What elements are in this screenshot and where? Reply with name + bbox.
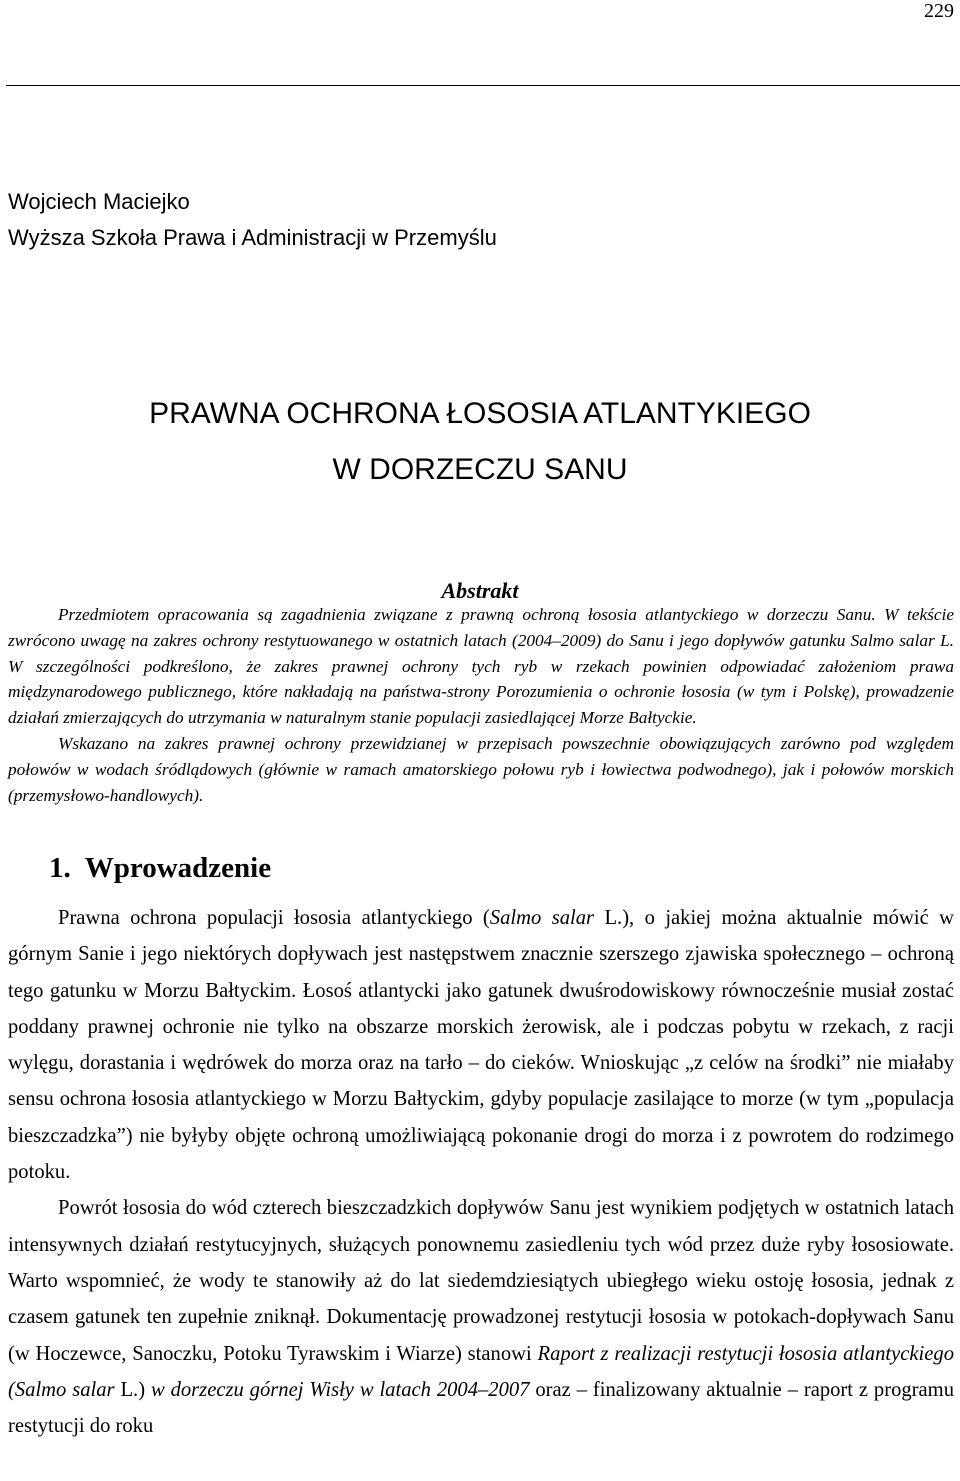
- abstract: [8, 602, 954, 808]
- author-block: [8, 184, 497, 256]
- paper-title: [0, 386, 960, 498]
- body-paragraph-1: [8, 900, 954, 1190]
- body-paragraph-2: [8, 1190, 954, 1444]
- page-number: 229: [924, 0, 954, 22]
- species-name: Salmo salar: [14, 1378, 115, 1401]
- body-text-span: L.), o jakiej można aktualnie mówić w górnym Sanie i jego niektórych dopływach jest następstwem znacznie szerszego zjawiska społecznego – ochroną tego gatunku w Morzu Bałtyckim. Łosoś atlantycki jako gatunek dwuśrodowiskowy równocześnie musiał zostać poddany prawnej ochronie nie tylko na obszarze morskich żerowisk, ale i podczas pobytu w rzekach, z racji wylęgu, dorastania i wędrówek do morza oraz na tarło – do cieków. Wnioskując „z celów na środki” nie miałaby sensu ochrona łososia atlantyckiego w Morzu Bałtyckim, gdyby populacje zasilające to morze (w tym „populacja bieszczadzka”) nie byłyby objęte ochroną umożliwiającą pokonanie drogi do morza i z powrotem do rodzimego potoku.: [8, 907, 955, 1184]
- species-name: Salmo salar: [489, 907, 595, 929]
- report-title: w dorzeczu górnej Wisły w latach 2004–2007: [150, 1378, 530, 1401]
- body-text-span: Powrót łososia do wód czterech bieszczadzkich dopływów Sanu jest wynikiem podjętych w ostatnich latach intensywnych działań restytucyjnych, służących ponownemu zasiedleniu tych wód przez duże ryby łososiowate. Warto wspomnieć, że wody te stanowiły aż do lat siedemdziesiątych ubiegłego wieku ostoję łososia, jednak z czasem gatunek ten zupełnie zniknął. Dokumentację prowadzonej restytucji łososia w potokach-dopływach Sanu (w Hoczewce, Sanoczku, Potoku Tyrawskim i Wiarze) stanowi: [8, 1197, 954, 1365]
- title-line-1: PRAWNA OCHRONA ŁOSOSIA ATLANTYKIEGO: [149, 397, 811, 430]
- abstract-heading: Abstrakt: [441, 578, 519, 603]
- abstract-paragraph-1: Przedmiotem opracowania są zagadnienia związane z prawną ochroną łososia atlantyckiego w dorzeczu Sanu. W tekście zwrócono uwagę na zakres ochrony restytuowanego w ostatnich latach (2004–2009) do Sanu i jego dopływów gatunku Salmo salar L. W szczególności podkreślono, że zakres prawnej ochrony tych ryb w rzekach powinien odpowiadać założeniom prawa międzynarodowego publicznego, które nakładają na państwa-strony Porozumienia o ochronie łososia (w tym i Polskę), prowadzenie działań zmierzających do utrzymania w naturalnym stanie populacji zasiedlającej Morze Bałtyckie.: [8, 605, 954, 728]
- header-rule: [6, 85, 960, 86]
- title-line-2: W DORZECZU SANU: [332, 453, 628, 486]
- body-text: [8, 900, 954, 1444]
- body-text-span: oraz – finalizowany aktualnie – raport z programu restytucji do roku: [8, 1378, 954, 1438]
- section-number: 1.: [49, 852, 71, 884]
- author-name: Wojciech Maciejko: [8, 189, 190, 214]
- report-title: Raport z realizacji restytucji łososia atlantyckiego (: [8, 1342, 954, 1401]
- section-title: Wprowadzenie: [84, 852, 272, 884]
- section-heading: [49, 852, 271, 885]
- body-text-span: Prawna ochrona populacji łososia atlantyckiego (: [58, 907, 490, 929]
- body-text-span: L.): [114, 1378, 151, 1401]
- abstract-paragraph-2: Wskazano na zakres prawnej ochrony przewidzianej w przepisach powszechnie obowiązujących zarówno pod względem połowów w wodach śródlądowych (głównie w ramach amatorskiego połowu ryb i łowiectwa podwodnego), jak i połowów morskich (przemysłowo-handlowych).: [8, 733, 954, 805]
- author-affiliation: Wyższa Szkoła Prawa i Administracji w Przemyślu: [8, 225, 497, 250]
